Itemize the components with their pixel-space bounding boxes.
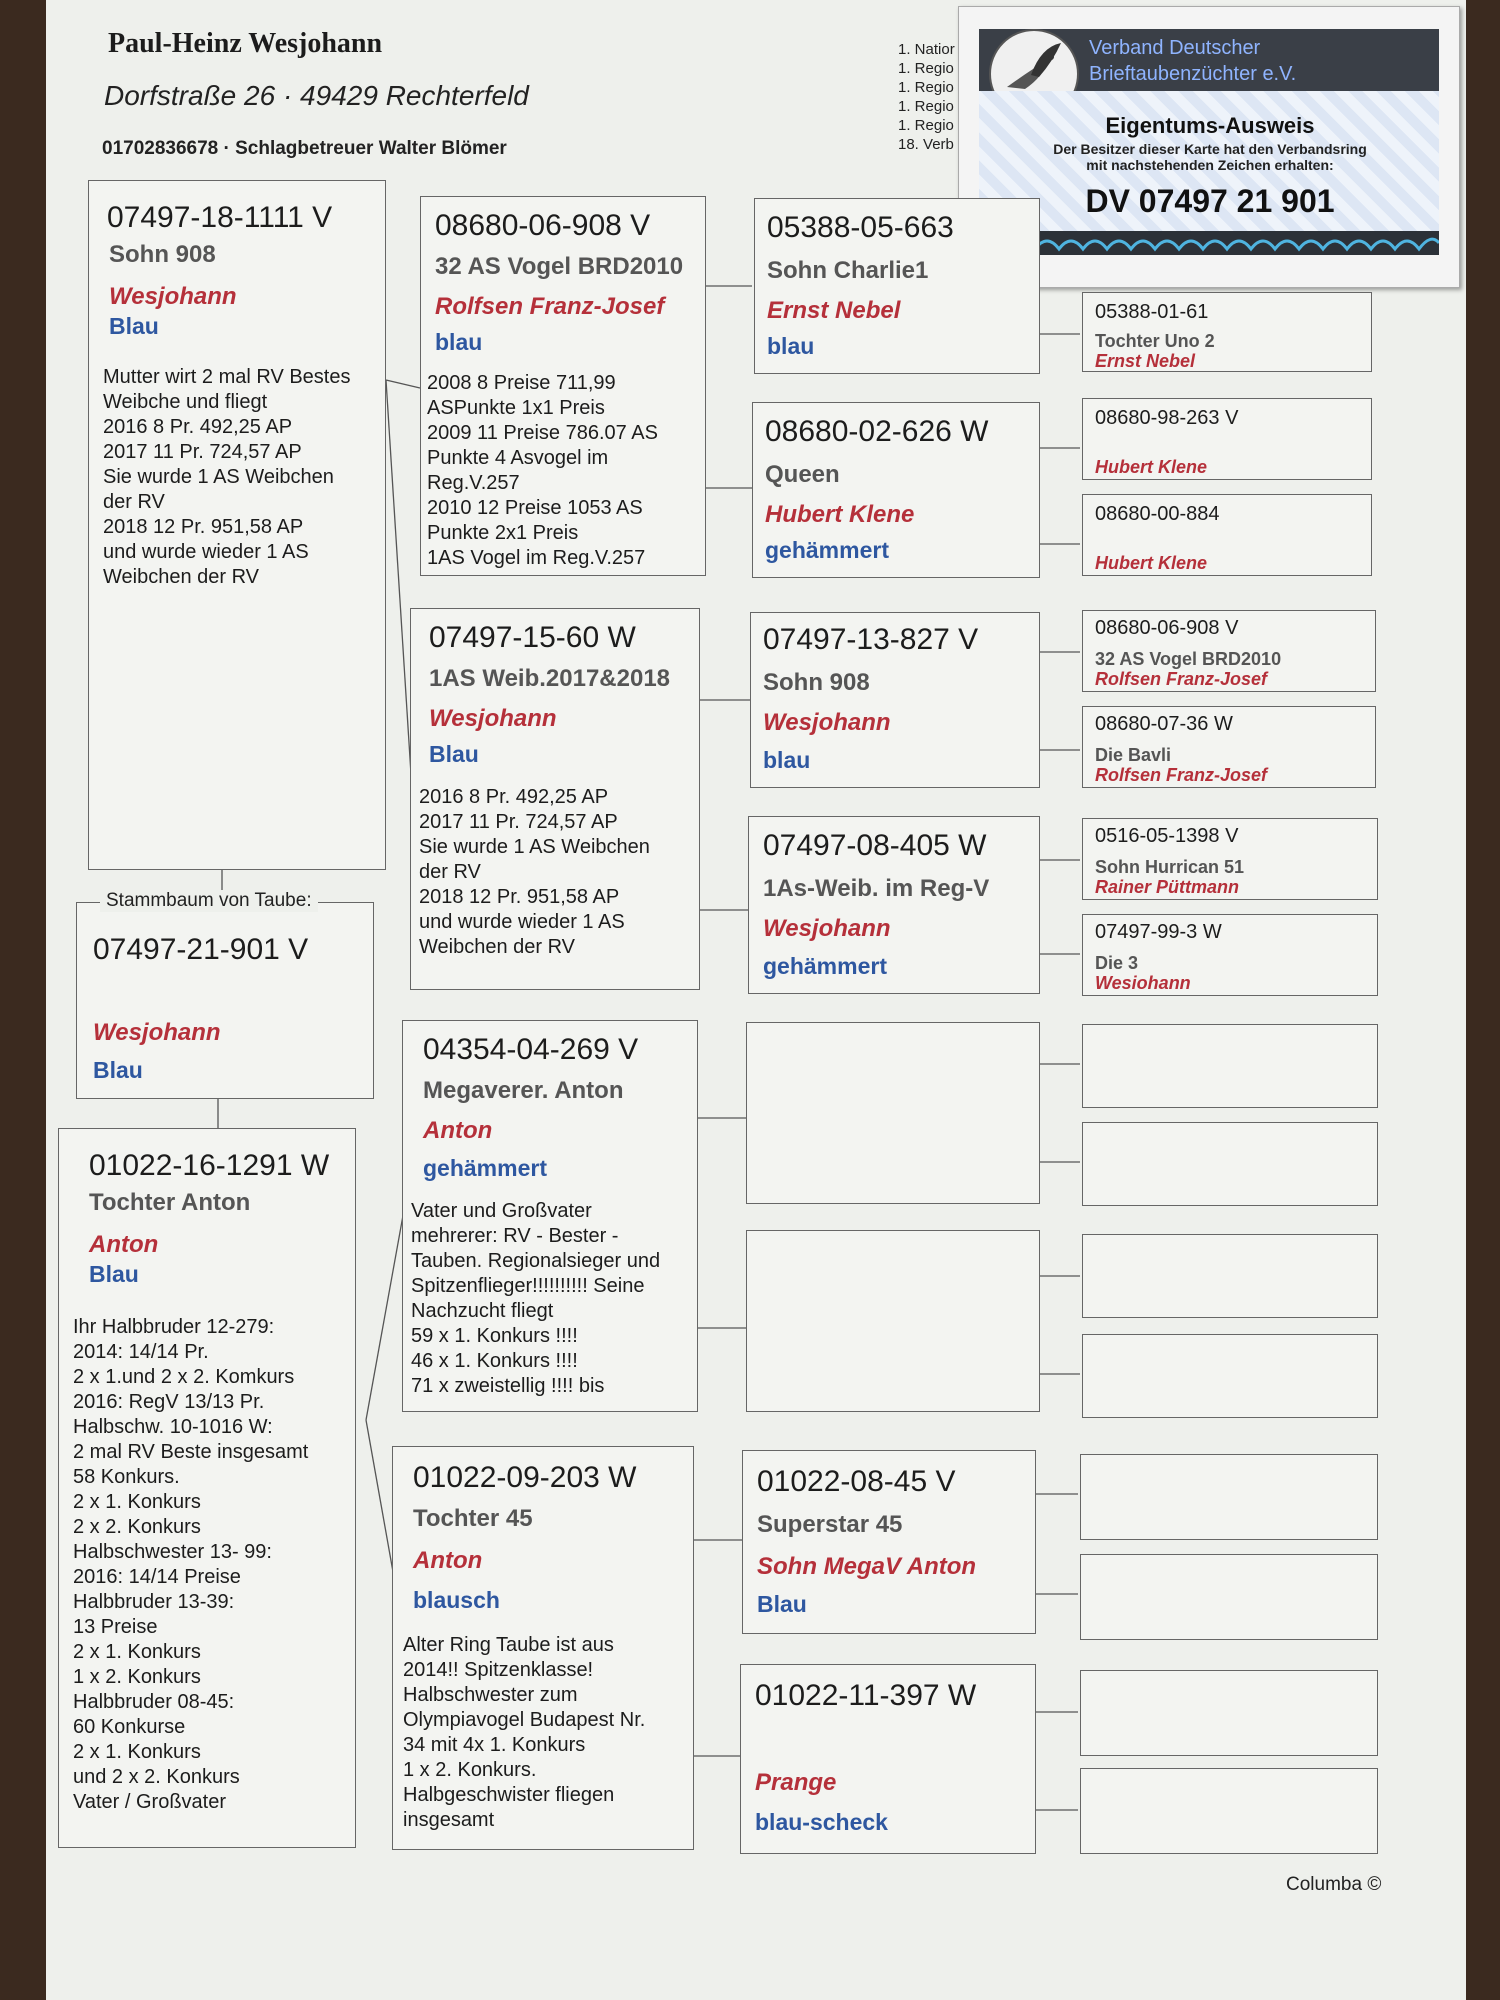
breeder-name: Wesiohann bbox=[1095, 973, 1191, 993]
owner-contact: 01702836678 · Schlagbetreuer Walter Blömer bbox=[102, 138, 507, 159]
gen4-card-empty bbox=[1080, 1670, 1378, 1756]
pigeon-name: 1As-Weib. im Reg-V bbox=[763, 875, 990, 902]
performance-notes: Alter Ring Taube ist aus 2014!! Spitzenklasse! Halbschwester zum Olympiavogel Budapest Nr. 34 mit 4x 1. Konkurs 1 x 2. Konkurs. Halbgeschwister fliegen insgesamt bbox=[403, 1634, 646, 1831]
plumage-color: gehämmert bbox=[763, 953, 887, 979]
breeder-name: Rainer Püttmann bbox=[1095, 877, 1240, 897]
awards-list bbox=[898, 40, 955, 154]
performance-notes: Mutter wirt 2 mal RV Bestes Weibche und fliegt 2016 8 Pr. 492,25 AP 2017 11 Pr. 724,57 AP Sie wurde 1 AS Weibchen der RV 2018 12 Pr. 951,58 AP und wurde wieder 1 AS Weibchen der RV bbox=[103, 366, 351, 588]
great-grandparent-card bbox=[742, 1450, 1036, 1634]
subject-card bbox=[76, 902, 374, 1099]
award-item: 1. Regio bbox=[898, 117, 954, 134]
pigeon-name: 32 AS Vogel BRD2010 bbox=[435, 253, 684, 280]
breeder-name: Hubert Klene bbox=[1095, 553, 1208, 573]
breeder-name: Ernst Nebel bbox=[1095, 351, 1196, 371]
gen4-card bbox=[1082, 292, 1372, 372]
grandparent-card bbox=[420, 196, 706, 576]
card-subtitle-line: mit nachstehenden Zeichen erhalten: bbox=[1086, 157, 1334, 173]
breeder-name: Prange bbox=[755, 1769, 837, 1796]
ring-number: 01022-08-45 V bbox=[757, 1465, 956, 1498]
great-grandparent-card-empty bbox=[746, 1022, 1040, 1204]
footer-brand: Columba © bbox=[1286, 1874, 1382, 1895]
pigeon-name: Queen bbox=[765, 461, 840, 488]
award-item: 1. Regio bbox=[898, 79, 954, 96]
award-item: 18. Verb bbox=[898, 136, 954, 153]
plumage-color: blausch bbox=[413, 1587, 500, 1613]
pigeon-name: Die 3 bbox=[1095, 953, 1139, 973]
card-org-line: Brieftaubenzüchter e.V. bbox=[1089, 63, 1297, 85]
card-subtitle-line: Der Besitzer dieser Karte hat den Verbandsring bbox=[1053, 141, 1367, 157]
performance-notes: 2016 8 Pr. 492,25 AP 2017 11 Pr. 724,57 AP Sie wurde 1 AS Weibchen der RV 2018 12 Pr. 951,58 AP und wurde wieder 1 AS Weibchen der RV bbox=[419, 786, 650, 958]
plumage-color: Blau bbox=[109, 313, 159, 339]
ring-number: 07497-08-405 W bbox=[763, 829, 987, 862]
card-ring-number: DV 07497 21 901 bbox=[1085, 183, 1335, 219]
breeder-name: Hubert Klene bbox=[1095, 457, 1208, 477]
pigeon-name: Tochter Anton bbox=[89, 1189, 251, 1216]
plumage-color: blau bbox=[767, 333, 815, 359]
great-grandparent-card bbox=[740, 1664, 1036, 1854]
gen4-card-empty bbox=[1080, 1554, 1378, 1640]
ring-number: 08680-02-626 W bbox=[765, 415, 989, 448]
breeder-name: Ernst Nebel bbox=[767, 297, 901, 324]
great-grandparent-card bbox=[750, 612, 1040, 788]
breeder-name: Wesjohann bbox=[429, 705, 557, 732]
ring-number: 07497-18-1111 V bbox=[107, 201, 333, 234]
plumage-color: blau bbox=[763, 747, 811, 773]
card-org-line: Verband Deutscher bbox=[1089, 37, 1261, 59]
ring-number: 08680-06-908 V bbox=[1095, 617, 1239, 639]
ring-number: 08680-00-884 bbox=[1095, 503, 1220, 525]
pigeon-name: 1AS Weib.2017&2018 bbox=[429, 665, 671, 692]
card-organization bbox=[1089, 35, 1296, 87]
gen4-card-empty bbox=[1082, 1234, 1378, 1318]
gen4-card-empty bbox=[1082, 1024, 1378, 1108]
pigeon-name: Sohn Hurrican 51 bbox=[1095, 857, 1245, 877]
award-item: 1. Natior bbox=[898, 41, 955, 58]
ring-number: 05388-05-663 bbox=[767, 211, 954, 244]
pigeon-name: Tochter Uno 2 bbox=[1095, 331, 1215, 351]
ring-number: 07497-15-60 W bbox=[429, 621, 636, 654]
performance-notes: Vater und Großvater mehrerer: RV - Bester - Tauben. Regionalsieger und Spitzenflieger!!!!!!!!!! Seine Nachzucht fliegt 59 x 1. Konkurs !!!! 46 x 1. Konkurs !!!! 71 x zweistellig !!!! bis bbox=[411, 1200, 661, 1397]
ring-number: 08680-07-36 W bbox=[1095, 713, 1233, 735]
gen4-card bbox=[1082, 914, 1378, 996]
gen4-card bbox=[1082, 398, 1372, 480]
card-pattern-strip bbox=[979, 231, 1439, 255]
plumage-color: Blau bbox=[757, 1591, 807, 1617]
pigeon-name: Superstar 45 bbox=[757, 1511, 903, 1538]
breeder-name: Wesjohann bbox=[763, 709, 891, 736]
owner-address: Dorfstraße 26 · 49429 Rechterfeld bbox=[104, 80, 529, 111]
father-card bbox=[88, 180, 386, 870]
performance-notes: Ihr Halbbruder 12-279: 2014: 14/14 Pr. 2 x 1.und 2 x 2. Komkurs 2016: RegV 13/13 Pr. Halbschw. 10-1016 W: 2 mal RV Beste insgesamt 58 Konkurs. 2 x 1. Konkurs 2 x 2. Konkurs Halbschwester 13- 99: 2016: 14/14 Preise Halbbruder 13-39: 13 Preise 2 x 1. Konkurs 1 x 2. Konkurs Halbbruder 08-45: 60 Konkurse 2 x 1. Konkurs und 2 x 2. Konkurs Vater / Großvater bbox=[73, 1316, 309, 1813]
gen4-card bbox=[1082, 818, 1378, 900]
performance-notes: 2008 8 Preise 711,99 ASPunkte 1x1 Preis 2009 11 Preise 786.07 AS Punkte 4 Asvogel im Reg.V.257 2010 12 Preise 1053 AS Punkte 2x1 Preis 1AS Vogel im Reg.V.257 bbox=[427, 372, 658, 569]
great-grandparent-card bbox=[752, 402, 1040, 578]
breeder-name: Rolfsen Franz-Josef bbox=[1095, 669, 1268, 689]
breeder-name: Anton bbox=[89, 1231, 159, 1258]
pigeon-name: 32 AS Vogel BRD2010 bbox=[1095, 649, 1282, 669]
pedigree-caption: Stammbaum von Taube: bbox=[100, 890, 318, 912]
pigeon-name: Sohn Charlie1 bbox=[767, 257, 929, 284]
award-item: 1. Regio bbox=[898, 98, 954, 115]
ring-number: 08680-98-263 V bbox=[1095, 407, 1239, 429]
ring-number: 0516-05-1398 V bbox=[1095, 825, 1239, 847]
great-grandparent-card-empty bbox=[746, 1230, 1040, 1412]
breeder-name: Sohn MegaV Anton bbox=[757, 1553, 977, 1580]
gen4-card-empty bbox=[1080, 1768, 1378, 1854]
grandparent-card bbox=[392, 1446, 694, 1850]
pigeon-name: Sohn 908 bbox=[109, 241, 216, 268]
plumage-color: blau bbox=[435, 329, 483, 355]
ring-number: 01022-16-1291 W bbox=[89, 1149, 330, 1182]
breeder-name: Rolfsen Franz-Josef bbox=[1095, 765, 1268, 785]
ring-number: 07497-13-827 V bbox=[763, 623, 979, 656]
breeder-name: Wesjohann bbox=[763, 915, 891, 942]
breeder-name: Anton bbox=[423, 1117, 493, 1144]
ring-number: 07497-21-901 V bbox=[93, 933, 309, 966]
pigeon-name: Megaverer. Anton bbox=[423, 1077, 624, 1104]
gen4-card-empty bbox=[1082, 1122, 1378, 1206]
breeder-name: Wesjohann bbox=[93, 1019, 221, 1046]
plumage-color: Blau bbox=[429, 741, 479, 767]
ring-number: 04354-04-269 V bbox=[423, 1033, 639, 1066]
gen4-card bbox=[1082, 706, 1376, 788]
plumage-color: Blau bbox=[89, 1261, 139, 1287]
breeder-name: Anton bbox=[413, 1547, 483, 1574]
breeder-name: Rolfsen Franz-Josef bbox=[435, 293, 665, 320]
gen4-card bbox=[1082, 610, 1376, 692]
ring-number: 01022-09-203 W bbox=[413, 1461, 637, 1494]
ring-number: 05388-01-61 bbox=[1095, 301, 1209, 323]
ring-number: 08680-06-908 V bbox=[435, 209, 651, 242]
owner-name: Paul-Heinz Wesjohann bbox=[108, 28, 383, 59]
pigeon-name: Sohn 908 bbox=[763, 669, 870, 696]
award-item: 1. Regio bbox=[898, 60, 954, 77]
plumage-color: Blau bbox=[93, 1057, 143, 1083]
breeder-name: Hubert Klene bbox=[765, 501, 915, 528]
gen4-card-empty bbox=[1080, 1454, 1378, 1540]
ring-number: 01022-11-397 W bbox=[755, 1679, 977, 1712]
breeder-name: Wesjohann bbox=[109, 283, 237, 310]
great-grandparent-card bbox=[748, 816, 1040, 994]
pigeon-name: Die Bavli bbox=[1095, 745, 1172, 765]
card-title: Eigentums-Ausweis bbox=[1105, 113, 1315, 138]
mother-card bbox=[58, 1128, 356, 1848]
plumage-color: gehämmert bbox=[423, 1155, 547, 1181]
gen4-card-empty bbox=[1082, 1334, 1378, 1418]
plumage-color: blau-scheck bbox=[755, 1809, 888, 1835]
gen4-card bbox=[1082, 494, 1372, 576]
grandparent-card bbox=[402, 1020, 698, 1412]
pigeon-name: Tochter 45 bbox=[413, 1505, 533, 1532]
plumage-color: gehämmert bbox=[765, 537, 889, 563]
great-grandparent-card bbox=[754, 198, 1040, 374]
grandparent-card bbox=[410, 608, 700, 990]
card-subtitle bbox=[959, 141, 1461, 173]
ring-number: 07497-99-3 W bbox=[1095, 921, 1222, 943]
